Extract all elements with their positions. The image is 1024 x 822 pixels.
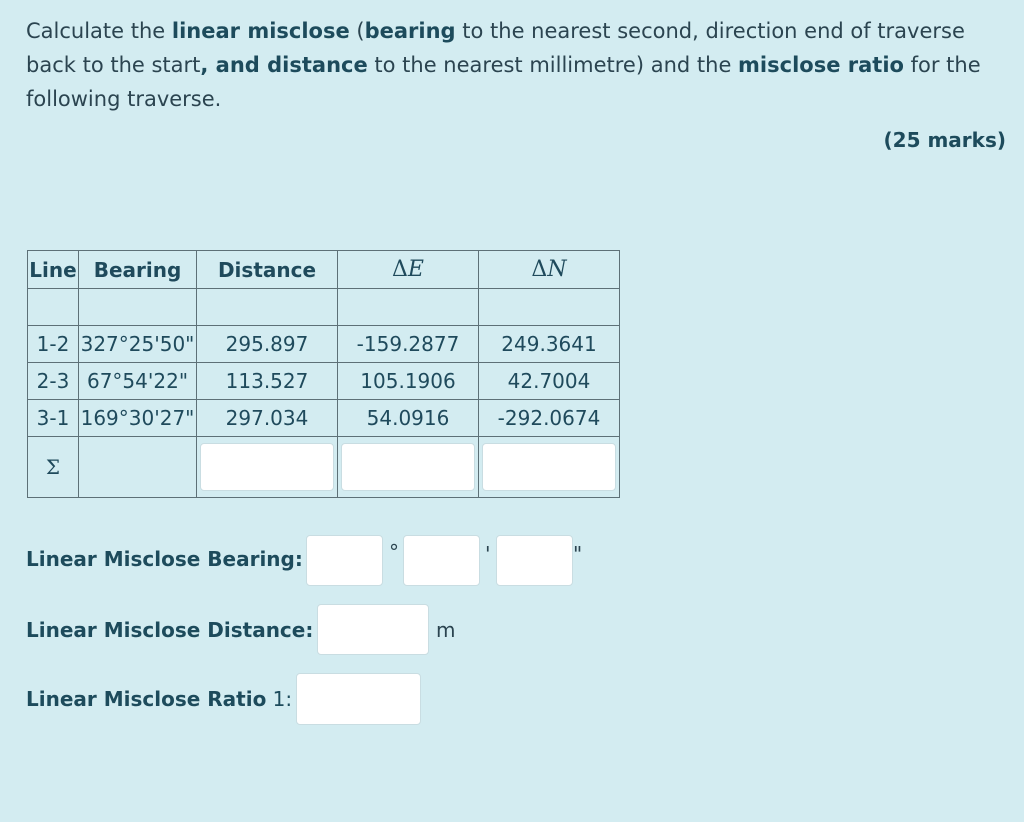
bearing-degrees-input[interactable] xyxy=(306,535,383,586)
blank-cell xyxy=(479,289,620,326)
table-row xyxy=(28,363,620,400)
cell-distance: 295.897 xyxy=(197,326,338,363)
table-row xyxy=(28,326,620,363)
question-part: to the nearest millimetre) and the xyxy=(367,53,739,77)
question-emphasis: linear misclose xyxy=(171,19,350,43)
bearing-label: Linear Misclose Bearing: xyxy=(26,547,303,571)
distance-label: Linear Misclose Distance: xyxy=(26,618,314,642)
northing-variable: N xyxy=(547,257,567,282)
cell-delta-n: 249.3641 xyxy=(479,326,620,363)
question-part: to the nearest second, direction end of traverse back to the start xyxy=(26,19,965,77)
question-emphasis: bearing xyxy=(364,19,456,43)
sum-symbol-cell xyxy=(28,437,79,498)
ratio-input[interactable] xyxy=(296,673,421,725)
header-line: Line xyxy=(28,251,79,289)
cell-delta-e: 54.0916 xyxy=(338,400,479,437)
sigma-symbol: Σ xyxy=(45,455,61,479)
question-part: for the following traverse. xyxy=(26,53,981,111)
sum-distance-input[interactable] xyxy=(200,443,334,491)
delta-symbol: Δ xyxy=(531,257,548,282)
sum-delta-e-input[interactable] xyxy=(341,443,475,491)
sum-delta-e-cell xyxy=(338,437,479,498)
header-distance: Distance xyxy=(197,251,338,289)
marks-label: (25 marks) xyxy=(883,128,1006,152)
delta-symbol: Δ xyxy=(392,257,408,282)
header-bearing: Bearing xyxy=(79,251,197,289)
blank-cell xyxy=(79,437,197,498)
cell-line: 1-2 xyxy=(28,326,79,363)
bearing-seconds-input[interactable] xyxy=(496,535,573,586)
header-delta-n xyxy=(479,251,620,289)
traverse-table xyxy=(27,250,620,498)
metre-unit: m xyxy=(436,618,456,642)
cell-line: 2-3 xyxy=(28,363,79,400)
blank-cell xyxy=(338,289,479,326)
sum-delta-n-cell xyxy=(479,437,620,498)
blank-cell xyxy=(79,289,197,326)
delta-e-label xyxy=(392,257,424,282)
cell-delta-n: -292.0674 xyxy=(479,400,620,437)
question-part: Calculate the xyxy=(26,19,172,43)
ratio-label xyxy=(26,687,292,711)
degree-symbol: ° xyxy=(389,540,399,564)
cell-bearing: 67°54'22" xyxy=(79,363,197,400)
cell-bearing: 327°25'50" xyxy=(79,326,197,363)
question-emphasis: , and distance xyxy=(200,53,368,77)
question-text xyxy=(26,14,1011,116)
blank-cell xyxy=(28,289,79,326)
cell-delta-e: 105.1906 xyxy=(338,363,479,400)
sum-distance-cell xyxy=(197,437,338,498)
table-row xyxy=(28,400,620,437)
cell-line: 3-1 xyxy=(28,400,79,437)
cell-distance: 297.034 xyxy=(197,400,338,437)
distance-input[interactable] xyxy=(317,604,429,655)
question-emphasis: misclose ratio xyxy=(738,53,904,77)
question-part: ( xyxy=(349,19,365,43)
easting-variable: E xyxy=(407,257,424,282)
header-delta-e xyxy=(338,251,479,289)
table-header-row xyxy=(28,251,620,289)
bearing-minutes-input[interactable] xyxy=(403,535,480,586)
delta-n-label xyxy=(531,257,566,282)
ratio-label-bold: Linear Misclose Ratio xyxy=(26,687,267,711)
sum-delta-n-input[interactable] xyxy=(482,443,616,491)
blank-cell xyxy=(197,289,338,326)
second-symbol: " xyxy=(573,542,583,566)
ratio-prefix: 1: xyxy=(266,687,293,711)
table-blank-row xyxy=(28,289,620,326)
minute-symbol: ' xyxy=(485,542,491,566)
cell-delta-e: -159.2877 xyxy=(338,326,479,363)
cell-delta-n: 42.7004 xyxy=(479,363,620,400)
table-sum-row xyxy=(28,437,620,498)
cell-bearing: 169°30'27" xyxy=(79,400,197,437)
cell-distance: 113.527 xyxy=(197,363,338,400)
